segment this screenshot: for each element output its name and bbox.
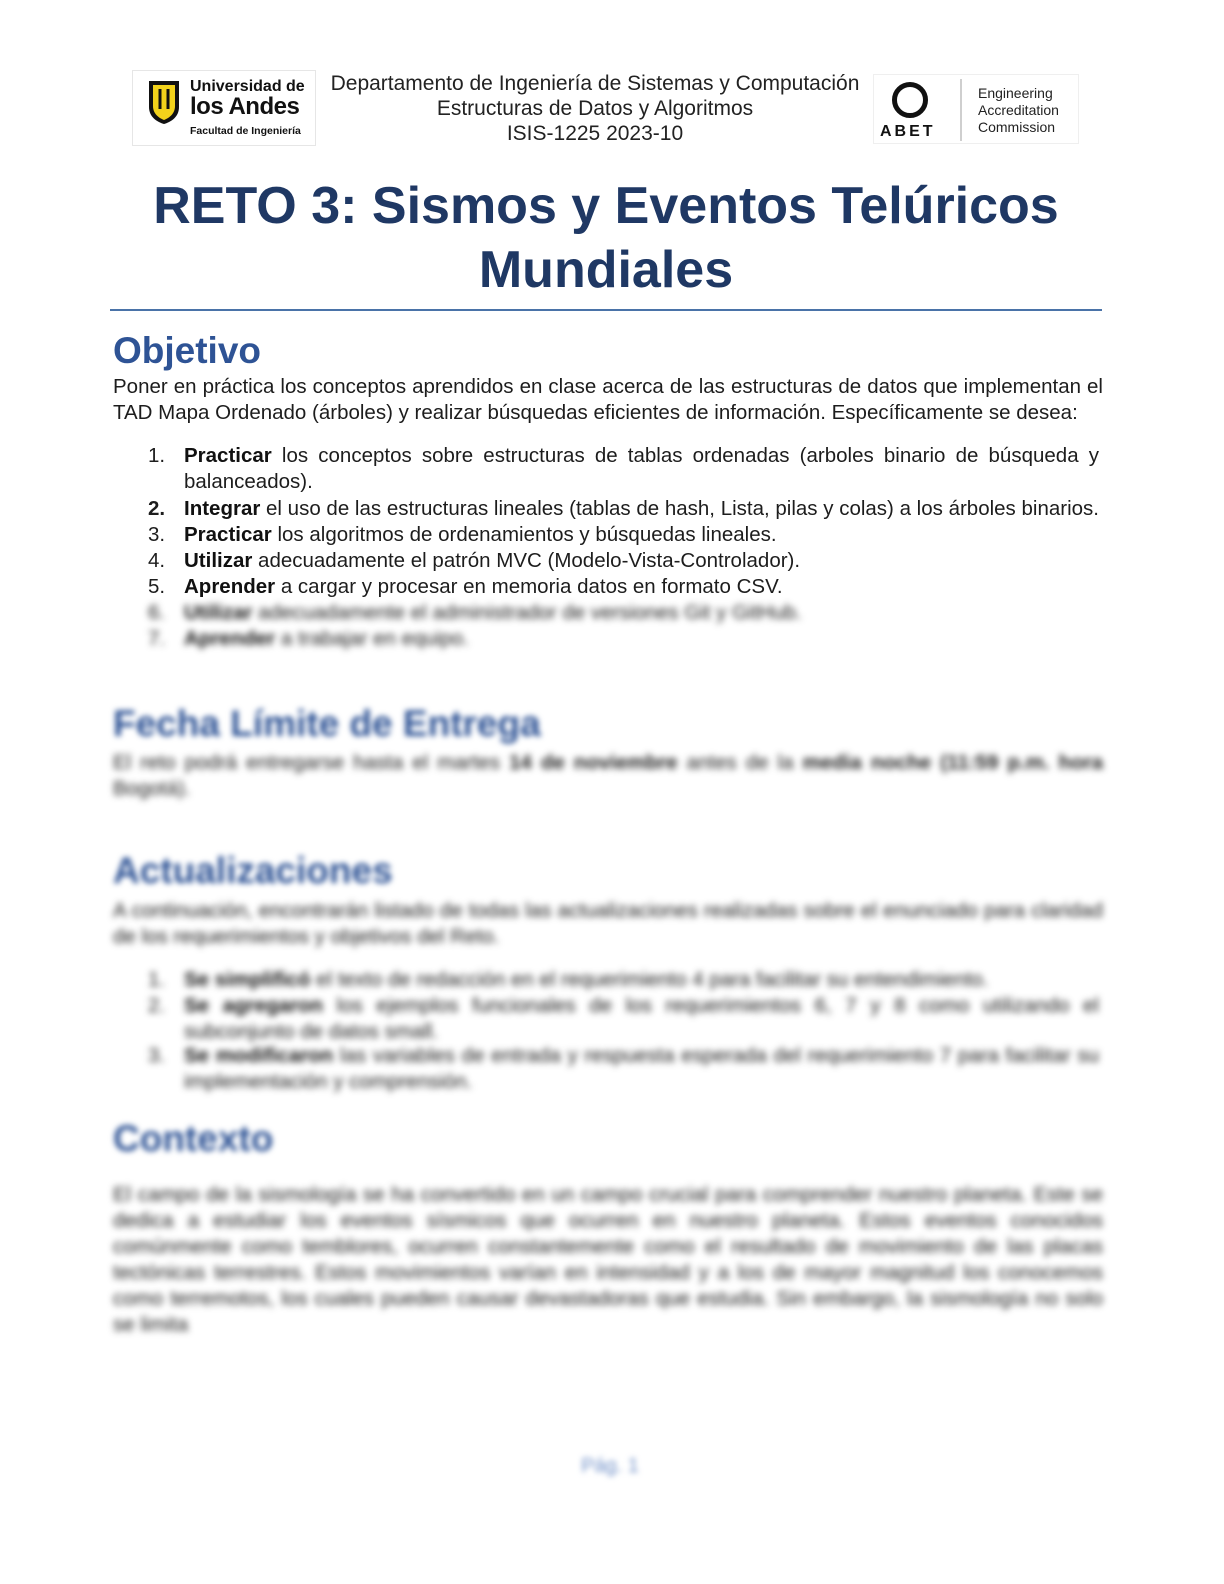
list-item-text [184,548,1099,574]
list-item-rest: los algoritmos de ordenamientos y búsquedas lineales. [271,523,777,546]
list-item-rest: el texto de redacción en el requerimiento 4 para facilitar su entendimiento. [310,968,989,991]
section-heading-contexto: Contexto [113,1118,274,1159]
list-item-text [184,967,1099,993]
list-item-text [184,600,1099,626]
fecha-text [113,750,1103,802]
contexto-text: El campo de la sismología se ha convertido en un campo crucial para comprender nuestro planeta. Este se dedica a estudiar los eventos sísmicos que ocurren en nuestro planeta. Estos eventos conocidos comúnmente como temblores, ocurren constantemente como el resultado de movimiento de las placas tectónicas terrestres. Estos movimientos varían en intensidad y a los de mayor magnitud los conocemos como terremotos, los cuales pueden causar devastadoras que estudia. Sin embargo, la sismología no solo se limita [113,1183,1103,1336]
list-item-text [184,496,1099,522]
fecha-text-post: Bogotá). [113,777,191,800]
uniandes-line2: los Andes [190,93,300,120]
abet-commission [978,85,1059,136]
list-item-number: 3. [148,523,166,546]
list-item-number: 2. [148,497,166,520]
course-name: Estructuras de Datos y Algoritmos [436,97,754,120]
uniandes-line1: Universidad de [190,78,305,95]
title-line1: RETO 3: Sismos y Eventos Telúricos [153,177,1059,235]
list-item-number: 3. [148,1044,166,1067]
list-item-keyword: Se simplificó [184,968,311,991]
objetivo-intro: Poner en práctica los conceptos aprendidos en clase acerca de las estructuras de datos que implementan el TAD Mapa Ordenado (árboles) y realizar búsquedas eficientes de información. Específicamente se desea: [113,375,1103,424]
list-item-keyword: Aprender [184,627,276,650]
page-number: Pág. 1 [581,1455,639,1477]
fecha-time: media noche (11:59 p.m. hora [802,751,1103,774]
title-line2: Mundiales [478,241,734,299]
list-item-keyword: Aprender [184,575,276,598]
title-rule [110,309,1102,311]
fecha-date: 14 de noviembre [509,751,678,774]
list-item-rest: adecuadamente el administrador de versiones Git y GitHub. [252,601,802,624]
list-item-rest: a cargar y procesar en memoria datos en formato CSV. [275,575,783,598]
list-item-keyword: Utilizar [184,601,253,624]
course-code: ISIS-1225 2023-10 [506,122,684,145]
section-heading-fecha: Fecha Límite de Entrega [113,703,541,744]
list-item-rest: el uso de las estructuras lineales (tablas de hash, Lista, pilas y colas) a los árboles binarios. [260,497,1099,520]
section-heading-actualizaciones: Actualizaciones [113,850,393,891]
list-item-rest: las variables de entrada y respuesta esperada del requerimiento 7 para facilitar su implementación y comprensión. [184,1044,1100,1093]
page-header [0,0,1224,160]
list-item-number: 6. [148,601,166,624]
uniandes-logo [132,70,316,146]
list-item-text [184,626,1099,652]
list-item-keyword: Se agregaron [184,994,323,1017]
list-item-number: 7. [148,627,166,650]
fecha-text-pre: El reto podrá entregarse hasta el martes [113,751,509,774]
abet-word: ABET [880,123,936,140]
list-item-keyword: Utilizar [184,549,253,572]
department-block [330,71,860,146]
list-item-text [184,574,1099,600]
abet-eac-line3: Commission [978,119,1056,135]
document-title [110,174,1102,302]
section-heading-objetivo: Objetivo [113,330,262,371]
department-name: Departamento de Ingeniería de Sistemas y Computación [330,72,860,95]
list-item-number: 1. [148,968,166,991]
abet-ring-icon [892,82,928,118]
list-item-text [184,522,1099,548]
uniandes-line3: Facultad de Ingeniería [190,125,301,137]
list-item-rest: adecuadamente el patrón MVC (Modelo-Vista-Controlador). [252,549,801,572]
list-item-keyword: Integrar [184,497,261,520]
list-item-keyword: Practicar [184,444,272,467]
list-item-rest: a trabajar en equipo. [275,627,469,650]
uniandes-shield-icon [147,79,181,125]
list-item-text [184,443,1099,495]
actualizaciones-intro: A continuación, encontrarán listado de todas las actualizaciones realizadas sobre el enunciado para claridad de los requerimientos y objetivos del Reto. [113,899,1103,948]
list-item-keyword: Practicar [184,523,272,546]
list-item-text [184,993,1099,1045]
abet-divider [960,79,962,141]
list-item-keyword: Se modificaron [184,1044,334,1067]
list-item-rest: los ejemplos funcionales de los requerimientos 6, 7 y 8 como utilizando el subconjunto de datos small. [184,994,1099,1043]
abet-eac-line1: Engineering [978,85,1053,101]
list-item-number: 5. [148,575,166,598]
list-item-text [184,1043,1099,1095]
fecha-text-mid: antes de la [677,751,803,774]
list-item-rest: los conceptos sobre estructuras de tablas ordenadas (arboles binario de búsqueda y balanceados). [184,444,1099,493]
abet-eac-line2: Accreditation [978,102,1059,118]
list-item-number: 1. [148,444,166,467]
list-item-number: 2. [148,994,166,1017]
list-item-number: 4. [148,549,166,572]
abet-logo [873,74,1079,144]
